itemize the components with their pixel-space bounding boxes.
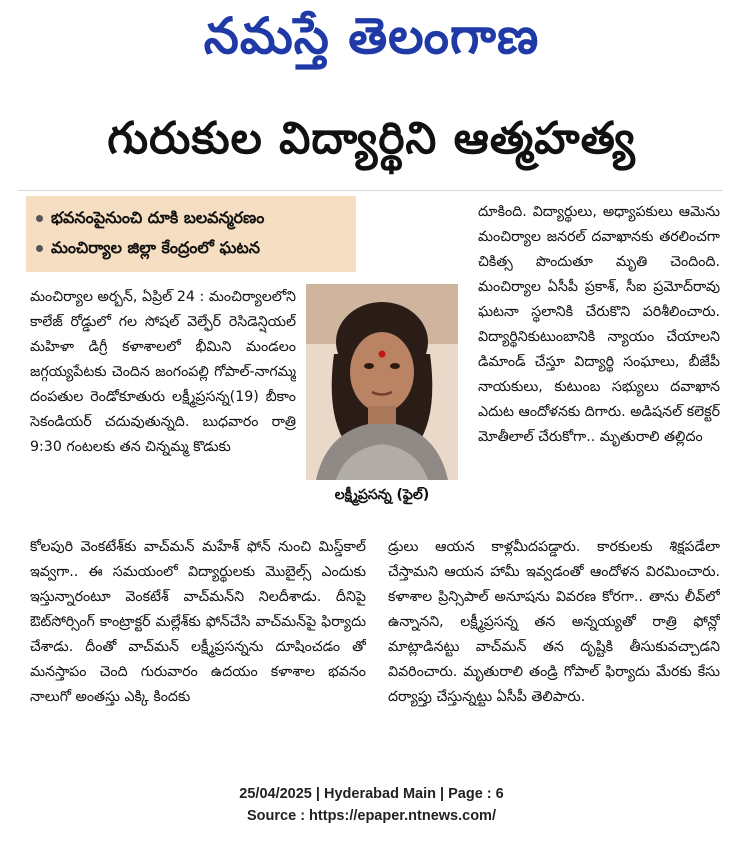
article-column-right-top bbox=[478, 200, 720, 535]
photo-caption: లక్ష్మీప్రసన్న (ఫైల్) bbox=[334, 487, 430, 503]
subheadline-text: మంచిర్యాల జిల్లా కేంద్రంలో ఘటన bbox=[51, 238, 260, 257]
divider bbox=[18, 190, 723, 191]
bullet-icon bbox=[36, 245, 43, 252]
portrait-image bbox=[306, 284, 458, 480]
subheadline-text: భవనంపైనుంచి దూకి బలవన్మరణం bbox=[51, 208, 265, 227]
subheadline-box bbox=[26, 196, 356, 272]
edition-info: 25/04/2025 | Hyderabad Main | Page : 6 bbox=[239, 786, 504, 802]
article-headline: గురుకుల విద్యార్థిని ఆత్మహత్య bbox=[107, 113, 636, 164]
article-column-left bbox=[30, 285, 296, 535]
subheadline-item bbox=[36, 236, 260, 260]
article-column-bottom bbox=[30, 535, 366, 757]
newspaper-masthead: నమస్తే తెలంగాణ bbox=[203, 7, 540, 65]
article-paragraph: దూకింది. విద్యార్థులు, అధ్యాపకులు ఆమెను మంచిర్యాల జనరల్ దవాఖానకు తరలించగా చికిత్స పొందుతూ మృతి చెందింది. మంచిర్యాల ఏసీపీ ప్రకాశ్, సీఐ ప్రమోద్‌రావు ఘటనా స్థలానికి చేరుకొని పరిశీలించారు. విద్యార్థినికుటుంబానికి న్యాయం చేయాలని డిమాండ్ చేస్తూ విద్యార్థి సంఘాలు, బీజేపీ నాయకులు, కుటుంబ సభ్యులు దవాఖాన ఎదుట ఆందోళనకు దిగారు. అడిషనల్ కలెక్టర్ మోతీలాల్ చేరుకోగా.. మృతురాలి తల్లిదం bbox=[478, 204, 720, 445]
source-link[interactable]: Source : https://epaper.ntnews.com/ bbox=[247, 808, 496, 824]
student-photo bbox=[306, 284, 458, 480]
article-column-right-bottom bbox=[388, 535, 720, 757]
article-paragraph: డ్రులు ఆయన కాళ్లమీదపడ్డారు. కారకులకు శిక్షపడేలా చేస్తామని ఆయన హామీ ఇవ్వడంతో ఆందోళన విరమించారు. కళాశాల ప్రిన్సిపాల్ అనూషను వివరణ కోరగా.. తాను లీవ్‌లో ఉన్నానని, లక్ష్మీప్రసన్న తన అన్నయ్యతో రాత్రి ఫోన్లో మాట్లాడినట్టు వాచ్‌మన్ తన దృష్టికి తీసుకువచ్చాడని వివరించారు. మృతురాలి తండ్రి గోపాల్ ఫిర్యాదు మేరకు కేసు దర్యాప్తు చేస్తున్నట్టు ఏసీపీ తెలిపారు. bbox=[388, 539, 720, 705]
subheadline-item bbox=[36, 206, 264, 230]
bullet-icon bbox=[36, 215, 43, 222]
article-paragraph: కోలపురి వెంకటేశ్‌కు వాచ్‌మన్ మహేశ్ ఫోన్ నుంచి మిస్డ్‌కాల్ ఇవ్వగా.. ఈ సమయంలో విద్యార్థులకు మొబైల్స్ ఎందుకు ఇస్తున్నారంటూ వెంకటేశ్ వాచ్‌మన్‌ని నిలదీశాడు. దీనిపై ఔట్‌సోర్సింగ్ కాంట్రాక్టర్ మల్లేశ్‌కు ఫోన్‌చేసి వాచ్‌మన్‌పై ఫిర్యాదు చేశాడు. దీంతో వాచ్‌మన్ లక్ష్మీప్రసన్నను దూషించడం తో మనస్తాపం చెంది గురువారం ఉదయం కళాశాల భవనం నాలుగో అంతస్తు ఎక్కి కిందకు bbox=[30, 539, 366, 705]
article-paragraph: మంచిర్యాల అర్బన్, ఏప్రిల్ 24 : మంచిర్యాలలోని కాలేజ్ రోడ్డులో గల సోషల్ వెల్ఫేర్ రెసిడెన్షియల్ మహిళా డిగ్రీ కళాశాలలో భీమిని మండలం జగ్గయ్యపేటకు చెందిన జంగంపల్లి గోపాల్-నాగమ్మ దంపతుల రెండోకూతురు లక్ష్మీప్రసన్న(19) బీకాం సెకండియర్ చదువుతున్నది. బుధవారం రాత్రి 9:30 గంటలకు తన చిన్నమ్మ కొడుకు bbox=[30, 289, 296, 455]
